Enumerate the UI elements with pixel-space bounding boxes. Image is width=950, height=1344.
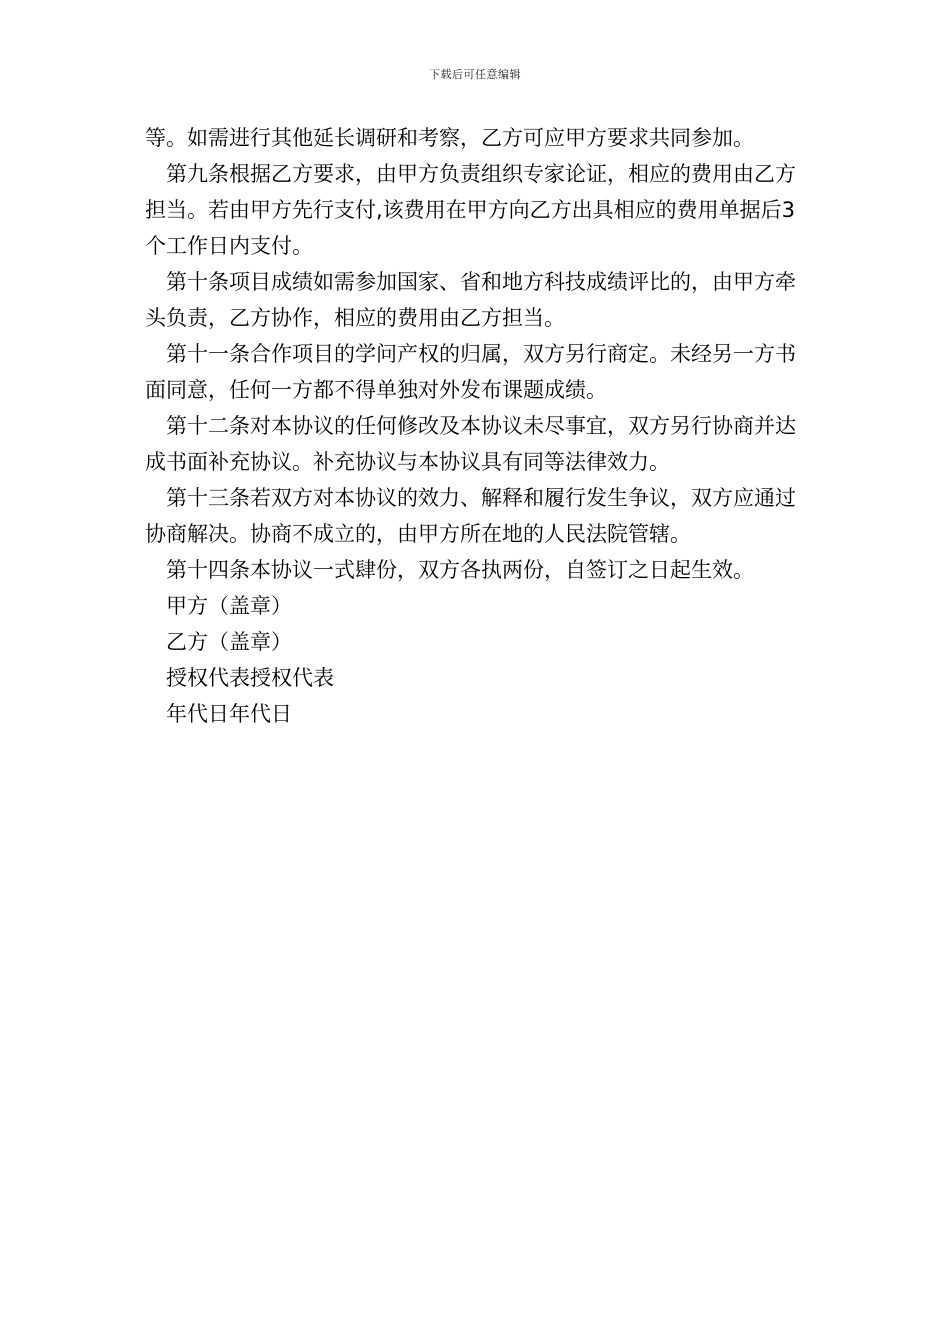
party-a-seal-label: 甲方（盖章） xyxy=(166,594,292,618)
paragraph-article-10: 第十条项目成绩如需参加国家、省和地方科技成绩评比的，由甲方牵头负责，乙方协作，相应的费用由乙方担当。 xyxy=(145,270,796,330)
paragraph-article-14: 第十四条本协议一式肆份，双方各执两份，自签订之日起生效。 xyxy=(166,558,754,582)
paragraph-article-11: 第十一条合作项目的学问产权的归属，双方另行商定。未经另一方书面同意，任何一方都不得单独对外发布课题成绩。 xyxy=(145,342,796,402)
signature-dates-label: 年代日年代日 xyxy=(166,702,292,726)
party-b-seal-label: 乙方（盖章） xyxy=(166,630,292,654)
paragraph-article-13: 第十三条若双方对本协议的效力、解释和履行发生争议，双方应通过协商解决。协商不成立的，由甲方所在地的人民法院管辖。 xyxy=(145,486,796,546)
paragraph-continuation: 等。如需进行其他延长调研和考察，乙方可应甲方要求共同参加。 xyxy=(145,126,754,150)
paragraph-article-12: 第十二条对本协议的任何修改及本协议未尽事宜，双方另行协商并达成书面补充协议。补充协议与本协议具有同等法律效力。 xyxy=(145,414,796,474)
paragraph-article-9: 第九条根据乙方要求，由甲方负责组织专家论证，相应的费用由乙方担当。若由甲方先行支付,该费用在甲方向乙方出具相应的费用单据后3个工作日内支付。 xyxy=(145,162,796,258)
authorized-representatives-label: 授权代表授权代表 xyxy=(166,666,334,690)
page-header: 下载后可任意编辑 xyxy=(429,68,521,81)
document-body xyxy=(145,120,809,732)
